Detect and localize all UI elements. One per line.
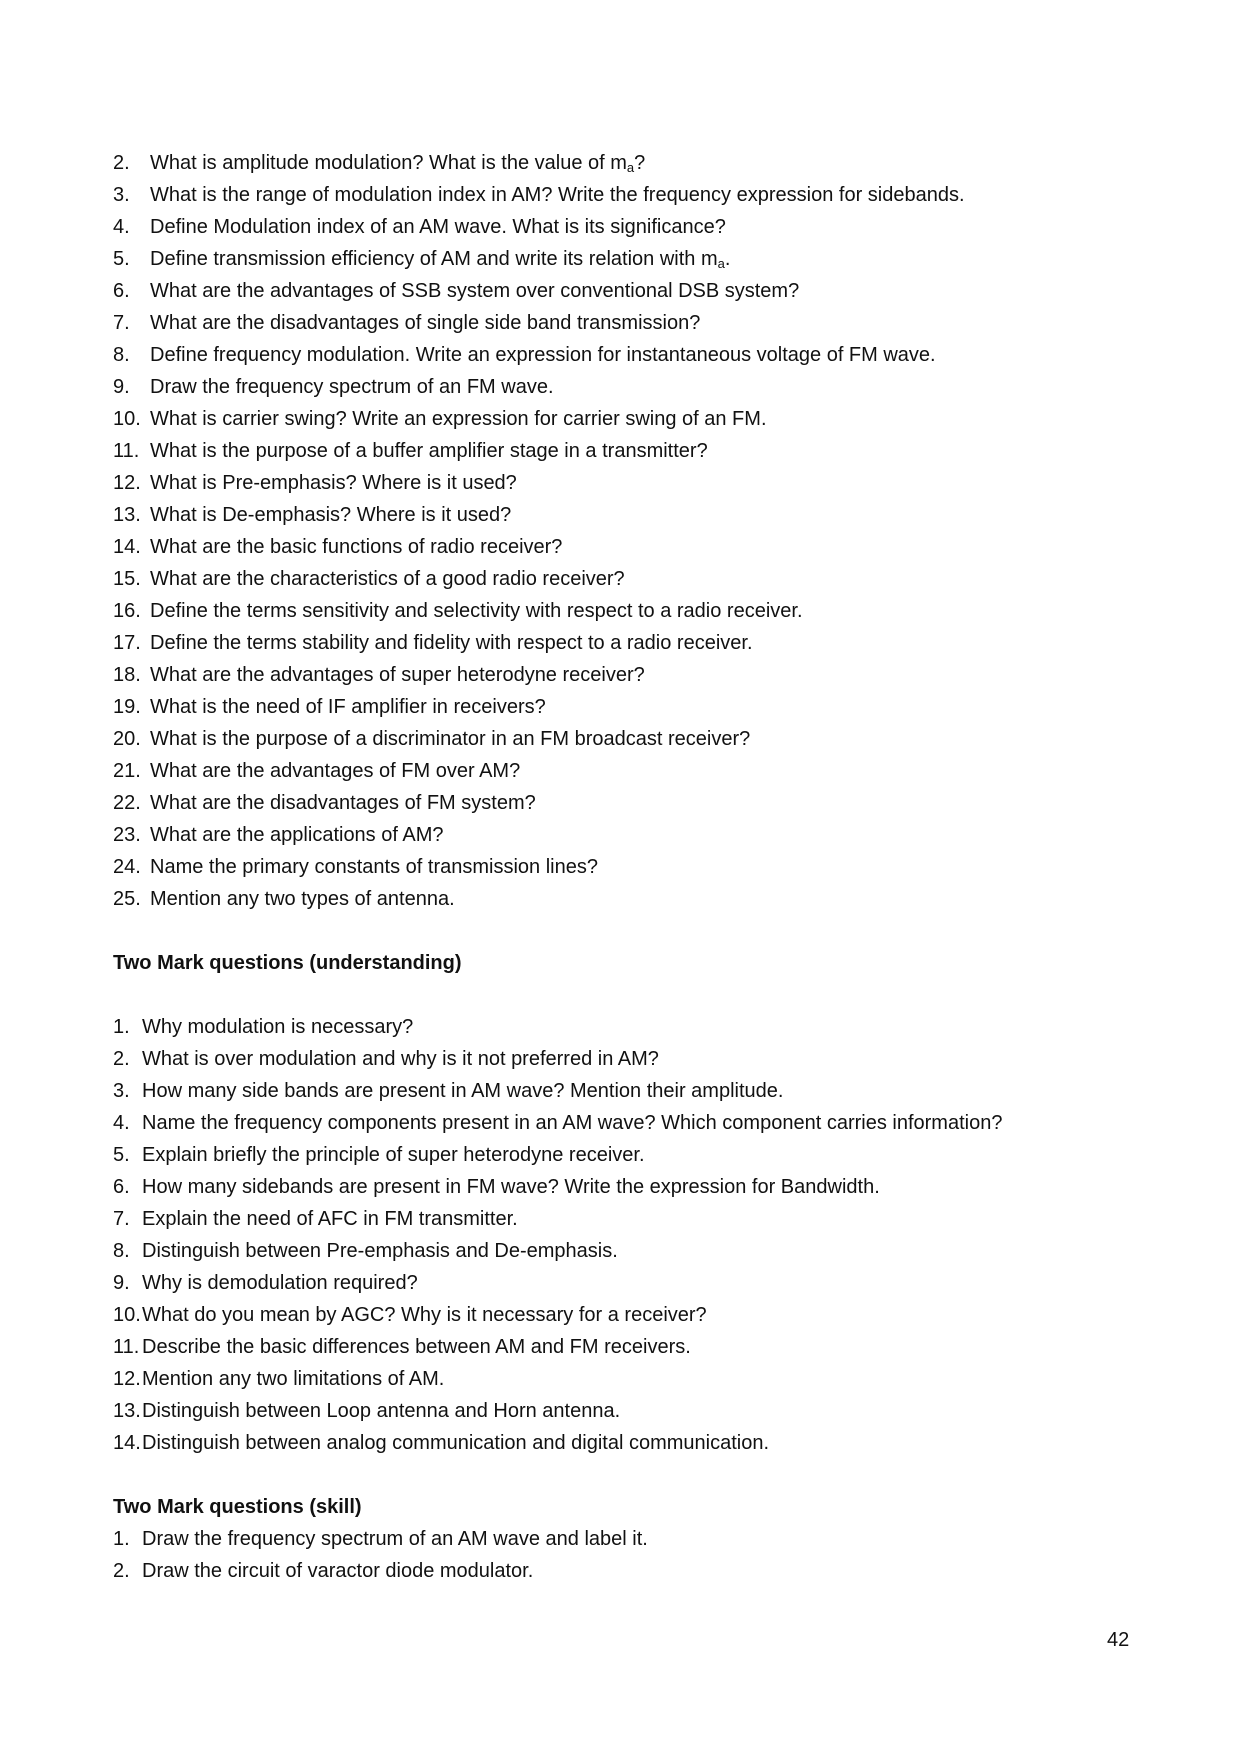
document-page: 2. What is amplitude modulation? What is the value of $m_a$? 3. What is the range of modulation index in AM? Write the frequency expression for sidebands. 4. Define Modulation index of an AM wave. What is its significance? 5. Define transmission efficiency of AM and write its relation with $m_a$. 6. What are the advantages of SSB system over conventional DSB system? 7. What are the disadvantages of single side band transmission? 8. Define frequency modulation. Write an expression for instantaneous voltage of FM wave. 9. Draw the frequency spectrum of an FM wave. 10. What is carrier swing? Write an expression for carrier swing of an FM. 11. What is the purpose of a buffer amplifier stage in a transmitter? 12. What is Pre-emphasis? Where is it used? 13. What is De-emphasis? Where is it used? 14. What are the basic functions of radio receiver? 15. What are the characteristics of a good radio receiver? 16. Define the terms sensitivity and selectivity with respect to a radio receiver. 17. Define the terms stability and fidelity with respect to a radio receiver. 18. What are the advantages of super heterodyne receiver? 19. What is the need of IF amplifier in receivers? 20. What is the purpose of a discriminator in an FM broadcast receiver? 21. What are the advantages of FM over AM? 22. What are the disadvantages of FM system? 23. What are the applications of AM? 24. Name the primary constants of transmission lines? 25. Mention any two types of antenna. Two Mark questions (understanding) 1. Why modulation is necessary? 2. What is over modulation and why is it not preferred in AM? 3. How many side bands are present in AM wave? Mention their amplitude. 4. Name the frequency components present in an AM wave? Which component carries information? 5. Explain briefly the principle of super heterodyne receiver. 6. How many sidebands are present in FM wave? Write the expression for Bandwidth. 7. Explain the need of AFC in FM transmitter. 8. Distinguish between Pre-emphasis and De-emphasis. 9. Why is demodulation required? 10. What do you mean by AGC? Why is it necessary for a receiver? 11. Describe the basic differences between AM and FM receivers. 12. Mention any two limitations of AM. 13. Distinguish between Loop antenna and Horn antenna. 14. Distinguish between analog communication and digital communication. Two Mark questions (skill) 1. Draw the frequency spectrum of an AM wave and label it. 2. Draw the circuit of varactor diode modulator. 42 xyxy=(0,0,1241,1754)
section-heading-skill: Two Mark questions (skill) xyxy=(113,1496,362,1518)
section-heading-understanding: Two Mark questions (understanding) xyxy=(113,952,462,974)
page-number: 42 xyxy=(1107,1629,1130,1651)
